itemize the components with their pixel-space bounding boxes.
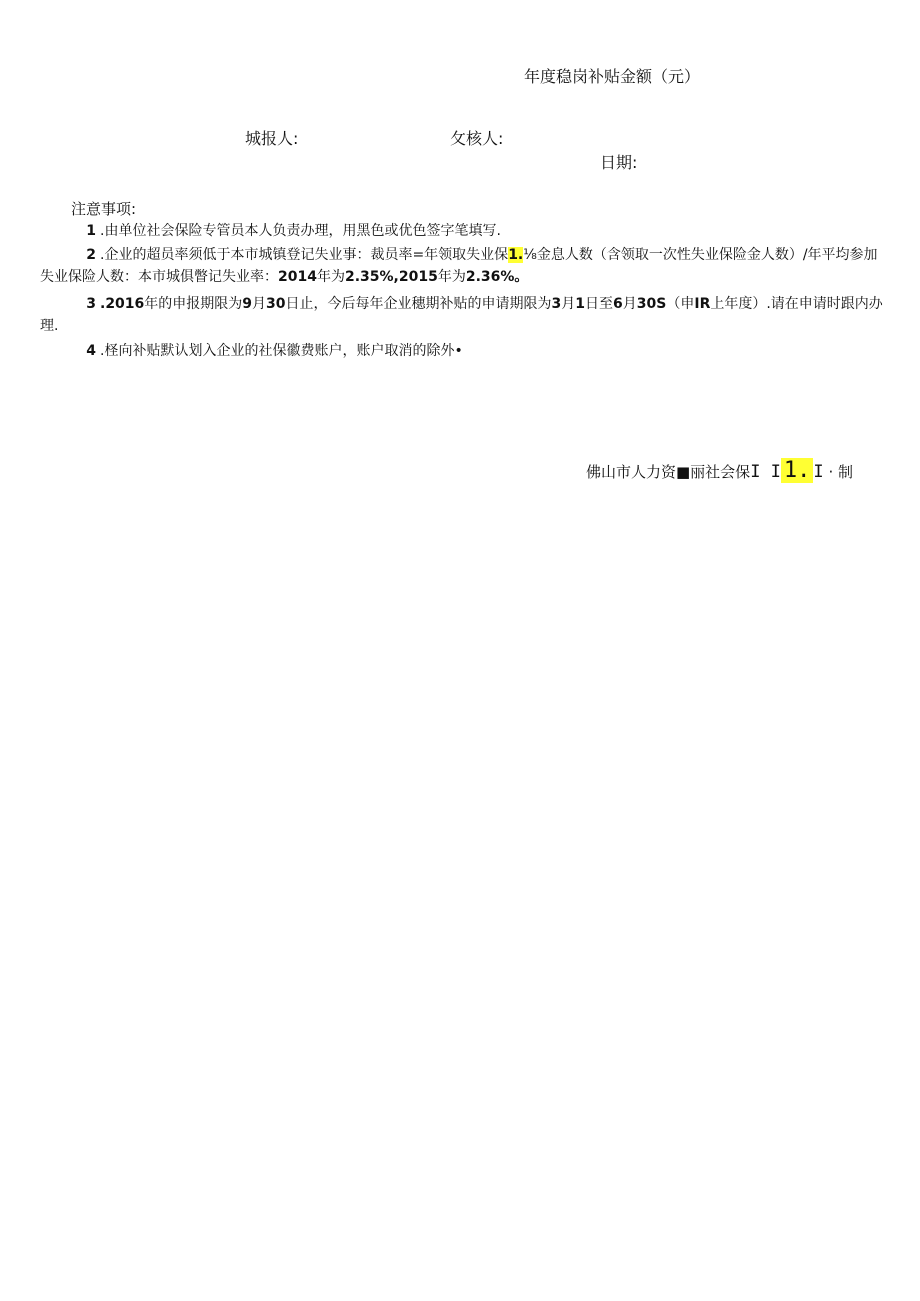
note-number: 3 [86, 296, 96, 312]
note-year: 2014 [278, 269, 317, 285]
note-text: 月 [561, 296, 576, 312]
note-number: 4 [86, 343, 96, 359]
note-text: （申 [666, 296, 695, 312]
note-date: 1 [575, 296, 586, 312]
note-text: 月 [252, 296, 267, 312]
note-text: .企业的超员率须低于本市城镇登记失业事：裁员率=年领取失业保 [100, 247, 509, 263]
note-date: 6 [613, 296, 623, 312]
note-text: 月 [622, 296, 637, 312]
notes-heading: 注意事项: [71, 200, 137, 218]
note-date: 30 [266, 296, 286, 312]
note-text: 日止，今后每年企业穗期补贴的申请期限为 [285, 296, 552, 312]
note-item-3 [40, 293, 885, 337]
issuer-name: 佛山市人力资■丽社会保 [586, 463, 751, 481]
note-year: .2016 [100, 296, 145, 312]
issuer-suffix: · 制 [828, 463, 853, 481]
issuer-footer [586, 458, 853, 483]
note-text: 上年度）.请在申请时跟内办理. [40, 296, 883, 334]
note-item-1 [40, 220, 501, 242]
note-item-2 [40, 244, 885, 288]
note-number: 2 [86, 247, 96, 263]
highlighted-text: 1. [508, 247, 524, 263]
note-text: 年为 [437, 269, 466, 285]
issuer-glyphs: I [813, 462, 824, 482]
date-label: 日期: [600, 153, 638, 172]
note-item-4 [40, 340, 463, 362]
note-text: .柽向补贴默认划入企业的社保徽费账户，账户取消的除外• [100, 343, 463, 359]
note-rate: 2.36%。 [465, 269, 529, 285]
note-date: 3 [551, 296, 562, 312]
note-text: 日至 [585, 296, 614, 312]
note-rate: 2.35%,2015 [344, 269, 438, 285]
issuer-glyphs: I I [750, 462, 781, 482]
note-text: ⅛金息人数（含领取一次性失业保险金人数）/年平均参加失业保险人数：本市城俱瞥记失业率： [40, 247, 878, 285]
highlighted-text: 1. [781, 458, 814, 483]
preparer-label: 城报人: [245, 129, 299, 148]
note-date: 9 [242, 296, 253, 312]
note-text: 年为 [316, 269, 345, 285]
form-title: 年度稳岗补贴金额（元） [524, 67, 701, 86]
reviewer-label: 攵核人: [450, 129, 504, 148]
note-text: 年的申报期限为 [144, 296, 243, 312]
note-code: IR [694, 296, 711, 312]
note-text: .由单位社会保险专管员本人负责办理，用黑色或优色签字笔填写. [100, 223, 501, 239]
note-number: 1 [86, 223, 96, 239]
note-date: 30S [636, 296, 667, 312]
